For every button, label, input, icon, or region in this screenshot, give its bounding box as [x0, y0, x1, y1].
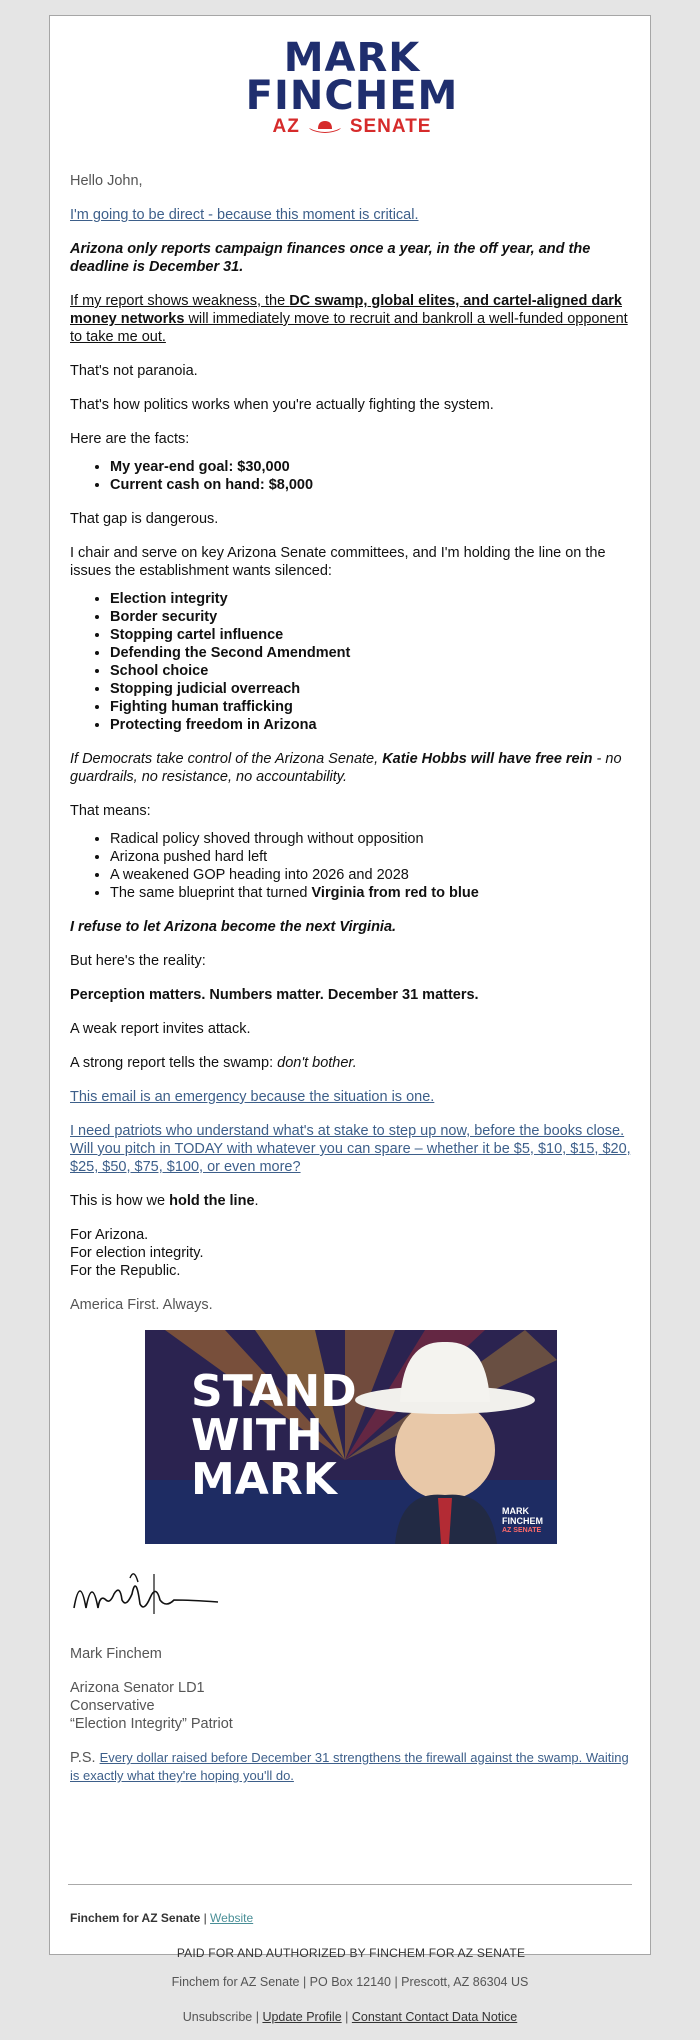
website-link[interactable]: Website	[210, 1911, 254, 1925]
ps-label: P.S.	[70, 1750, 100, 1766]
banner-line: WITH	[191, 1410, 323, 1461]
weakness-link[interactable]	[70, 293, 628, 345]
link-sep: |	[341, 2010, 352, 2024]
refuse-text: I refuse to let Arizona become the next Virginia.	[70, 919, 397, 935]
signature-icon	[70, 1564, 220, 1626]
list-item: • Protecting freedom in Arizona	[110, 716, 632, 734]
weakness-bold: DC swamp, global elites, and cartel-aligned dark money networks	[70, 293, 622, 327]
weakness-pre: If my report shows weakness, the	[70, 293, 290, 309]
direct-link[interactable]: I'm going to be direct - because this moment is critical.	[70, 207, 419, 223]
closing-lines	[70, 1226, 632, 1280]
means-heading: That means:	[70, 803, 151, 819]
footer-sep: |	[200, 1911, 211, 1925]
list-item: • Border security	[110, 608, 632, 626]
logo-line1: MARK	[283, 35, 421, 81]
list-item: • Current cash on hand: $8,000	[110, 476, 632, 494]
donate-link[interactable]: I need patriots who understand what's at stake to step up now, before the books close. Will you pitch in TODAY with whatever you can spare – whether it be $5, $10, $15, $20, $25, $50, $75, $100, or even more?	[70, 1123, 631, 1175]
email-card	[49, 15, 651, 1960]
ps-text	[70, 1749, 632, 1785]
title-line: Conservative	[70, 1698, 155, 1714]
title-line: Arizona Senator LD1	[70, 1680, 205, 1696]
paid-for-disclaimer: PAID FOR AND AUTHORIZED BY FINCHEM FOR AZ SENATE	[176, 1946, 526, 1960]
badge-line: FINCHEM	[502, 1516, 543, 1526]
paranoia-text: That's not paranoia.	[70, 363, 198, 379]
signer-titles	[70, 1679, 632, 1733]
list-item: • The same blueprint that turned Virginia from red to blue	[110, 884, 632, 902]
means-list	[70, 830, 632, 902]
chair-text: I chair and serve on key Arizona Senate committees, and I'm holding the line on the issues the establishment wants silenced:	[70, 545, 606, 579]
stand-with-mark-banner	[145, 1330, 557, 1544]
list-item: • Defending the Second Amendment	[110, 644, 632, 662]
ps-link[interactable]: Every dollar raised before December 31 strengthens the firewall against the swamp. Waiting is exactly what they're hoping you'll do.	[70, 1750, 629, 1783]
list-item: • Radical policy shoved through without opposition	[110, 830, 632, 848]
list-item: • Arizona pushed hard left	[110, 848, 632, 866]
list-item: • Stopping cartel influence	[110, 626, 632, 644]
reality-text: But here's the reality:	[70, 953, 206, 969]
hold-line-text: This is how we hold the line.	[70, 1193, 259, 1209]
logo-chamber: SENATE	[349, 116, 432, 137]
banner-line: STAND	[191, 1366, 357, 1417]
closing-line: For the Republic.	[70, 1263, 181, 1279]
list-item: • Election integrity	[110, 590, 632, 608]
logo-line3	[244, 116, 460, 138]
closing-line: For election integrity.	[70, 1245, 204, 1261]
closing-line: For Arizona.	[70, 1227, 149, 1243]
list-item: • A weakened GOP heading into 2026 and 2028	[110, 866, 632, 884]
footer-org	[70, 1911, 253, 1925]
campaign-logo	[244, 35, 460, 138]
greeting: Hello John,	[70, 173, 143, 189]
issues-list	[70, 590, 632, 734]
facts-list	[70, 458, 632, 494]
politics-text: That's how politics works when you're actually fighting the system.	[70, 397, 494, 413]
strong-report-text: A strong report tells the swamp: don't bother.	[70, 1055, 357, 1071]
democrats-text: If Democrats take control of the Arizona Senate, Katie Hobbs will have free rein - no guardrails, no resistance, no accountability.	[70, 751, 622, 785]
footer-divider	[68, 1884, 632, 1885]
banner-headline	[191, 1366, 357, 1505]
perception-text: Perception matters. Numbers matter. December 31 matters.	[70, 987, 479, 1003]
list-item: • School choice	[110, 662, 632, 680]
banner-badge	[502, 1506, 543, 1536]
update-profile-link[interactable]: Update Profile	[262, 2010, 342, 2024]
logo-line2: FINCHEM	[245, 73, 459, 119]
mailing-address: Finchem for AZ Senate | PO Box 12140 | Prescott, AZ 86304 US	[171, 1975, 529, 1989]
report-deadline-text: Arizona only reports campaign finances once a year, in the off year, and the deadline is December 31.	[70, 241, 591, 275]
footer-org-name: Finchem for AZ Senate	[70, 1911, 201, 1925]
america-first-text: America First. Always.	[70, 1297, 213, 1313]
hero-image-link[interactable]	[70, 1330, 632, 1544]
weakness-post: will immediately move to recruit and bankroll a well-funded opponent to take me out.	[70, 311, 628, 345]
title-line: “Election Integrity” Patriot	[70, 1716, 233, 1732]
signer-name: Mark Finchem	[70, 1646, 162, 1662]
data-notice-link[interactable]: Constant Contact Data Notice	[351, 2010, 518, 2024]
link-sep: |	[252, 2010, 263, 2024]
badge-line: AZ SENATE	[502, 1527, 542, 1534]
facts-heading: Here are the facts:	[70, 431, 190, 447]
list-item: • My year-end goal: $30,000	[110, 458, 632, 476]
list-item: • Stopping judicial overreach	[110, 680, 632, 698]
unsubscribe-link[interactable]: Unsubscribe	[182, 2010, 253, 2024]
banner-line: MARK	[191, 1454, 337, 1505]
weak-report-text: A weak report invites attack.	[70, 1021, 251, 1037]
badge-line: MARK	[502, 1506, 529, 1516]
logo-state: AZ	[272, 116, 300, 137]
email-body	[70, 172, 632, 1801]
list-item: • Fighting human trafficking	[110, 698, 632, 716]
emergency-link[interactable]: This email is an emergency because the situation is one.	[70, 1089, 435, 1105]
cowboy-hat-icon	[308, 120, 342, 134]
footer-links	[0, 2010, 700, 2024]
gap-text: That gap is dangerous.	[70, 511, 219, 527]
